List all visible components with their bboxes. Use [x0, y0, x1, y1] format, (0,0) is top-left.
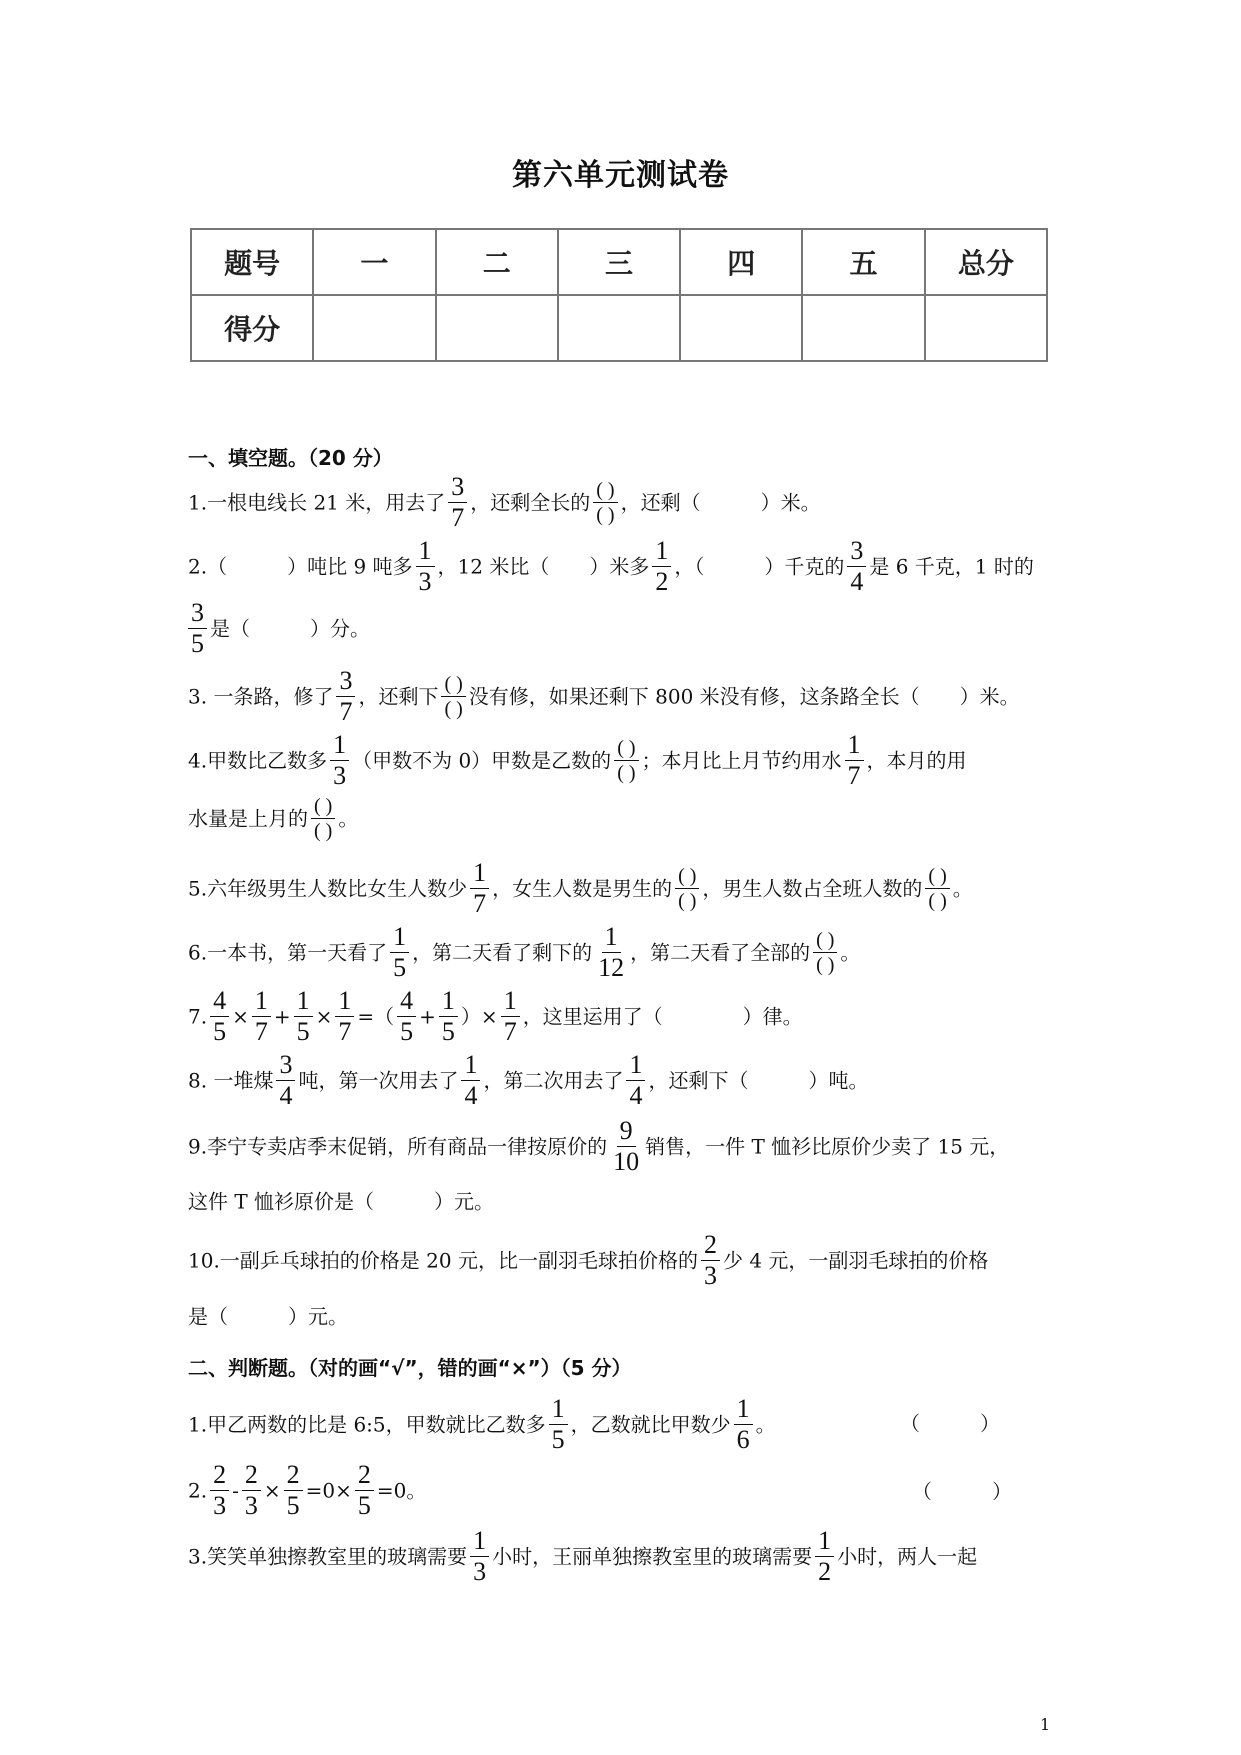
operator: ） [460, 1004, 481, 1029]
operator: - [232, 1478, 239, 1503]
question-text: ，女生人数是男生的 [492, 876, 673, 901]
fraction: $\frac{2}{5}$ [284, 1462, 303, 1519]
question-text: ，还剩下（ ）吨。 [648, 1068, 869, 1093]
section-heading: 二、判断题。（对的画“√”，错的画“×”）（5 分） [188, 1356, 632, 1380]
fraction: $\frac{2}{3}$ [242, 1462, 261, 1519]
section-heading: 一、填空题。（20 分） [188, 446, 393, 470]
fraction: $\frac{1}{5}$ [390, 924, 409, 981]
operator: （ [374, 1004, 395, 1029]
question-text: 是（ ）元。 [188, 1304, 348, 1329]
question-2-continued [188, 600, 370, 657]
question-text: 。 [406, 1478, 427, 1503]
question-text: 10.一副乒乓球拍的价格是 20 元，比一副羽毛球拍价格的 [188, 1248, 698, 1273]
question-text: 。 [840, 940, 861, 965]
score-cell[interactable] [558, 295, 680, 361]
question-4-continued [188, 796, 358, 841]
fraction: $\frac{3}{7}$ [336, 668, 355, 725]
fraction: $\frac{1}{5}$ [439, 988, 458, 1045]
question-text: 吨，第一次用去了 [298, 1068, 459, 1093]
question-text: 没有修，如果还剩下 800 米没有修，这条路全长（ ）米。 [468, 684, 1020, 709]
question-9-continued [188, 1190, 494, 1212]
question-text: 8. 一堆煤 [188, 1068, 274, 1093]
operator: × [315, 1004, 333, 1029]
question-text: ，第二天看了剩下的 [412, 940, 593, 965]
page-title: 第六单元测试卷 [512, 158, 729, 193]
operator: 0 [393, 1478, 407, 1503]
operator: = [305, 1478, 323, 1503]
blank-fraction[interactable]: ( ) ( ) [593, 480, 617, 525]
question-text: 2. [188, 1478, 208, 1503]
score-cell[interactable] [313, 295, 435, 361]
operator: + [419, 1004, 436, 1029]
blank-fraction[interactable]: ( ) ( ) [675, 866, 699, 911]
score-cell[interactable] [436, 295, 558, 361]
operator: × [480, 1004, 498, 1029]
blank-fraction[interactable]: ( ) ( ) [441, 674, 465, 719]
question-text: 6.一本书，第一天看了 [188, 940, 388, 965]
fraction: $\frac{1}{12}$ [598, 922, 625, 982]
blank-fraction[interactable]: ( ) ( ) [311, 796, 335, 841]
fraction: $\frac{3}{7}$ [448, 474, 467, 531]
question-text: ，第二次用去了 [483, 1068, 624, 1093]
fraction: $\frac{1}{3}$ [330, 732, 349, 789]
score-cell[interactable] [925, 295, 1047, 361]
question-text: 小时，王丽单独擦教室里的玻璃需要 [492, 1544, 813, 1569]
fraction: $\frac{1}{7}$ [252, 988, 271, 1045]
fraction: $\frac{2}{5}$ [355, 1462, 374, 1519]
judge-question-3 [188, 1528, 977, 1585]
question-text: ；本月比上月节约用水 [641, 748, 842, 773]
fraction: $\frac{4}{5}$ [397, 988, 416, 1045]
question-text: ，本月的用 [866, 748, 967, 773]
table-row [191, 229, 1047, 295]
score-table [190, 228, 1048, 362]
question-text: 3. 一条路，修了 [188, 684, 334, 709]
question-text: 这件 T 恤衫原价是（ ）元。 [188, 1189, 495, 1214]
question-text: （甲数不为 0）甲数是乙数的 [352, 748, 612, 773]
operator: + [273, 1004, 291, 1029]
table-header-cell: 四 [680, 229, 802, 295]
question-text: 。 [755, 1412, 776, 1437]
operator: × [263, 1478, 281, 1503]
question-1 [188, 474, 821, 531]
question-text: 。 [952, 876, 973, 901]
question-text: 9.李宁专卖店季末促销，所有商品一律按原价的 [188, 1134, 608, 1159]
judge-question-2 [188, 1462, 426, 1519]
question-text: 水量是上月的 [188, 806, 308, 831]
fraction: $\frac{4}{5}$ [210, 988, 229, 1045]
question-text: 是 6 千克，1 时的 [869, 554, 1034, 579]
question-6 [188, 924, 860, 981]
question-7 [188, 988, 803, 1045]
question-text: ，还剩（ ）米。 [620, 490, 821, 515]
fraction: $\frac{1}{2}$ [652, 538, 671, 595]
table-header-cell: 三 [558, 229, 680, 295]
question-9 [188, 1118, 1009, 1175]
question-text: 。 [338, 806, 359, 831]
fraction: $\frac{1}{5}$ [549, 1396, 568, 1453]
blank-fraction[interactable]: ( ) ( ) [614, 738, 638, 783]
question-text: 销售，一件 T 恤衫比原价少卖了 15 元， [645, 1134, 1010, 1159]
fraction: $\frac{2}{3}$ [210, 1462, 229, 1519]
question-text: 3.笑笑单独擦教室里的玻璃需要 [188, 1544, 468, 1569]
page-number: 1 [1040, 1715, 1051, 1734]
question-text: ，还剩下 [358, 684, 439, 709]
question-text: ，12 米比（ ）米多 [437, 554, 650, 579]
operator: × [232, 1004, 249, 1029]
operator: 0 [322, 1478, 336, 1503]
table-header-cell: 二 [436, 229, 558, 295]
question-text: 7. [188, 1004, 208, 1029]
question-text: 是（ ）分。 [210, 616, 370, 641]
fraction: $\frac{1}{7}$ [501, 988, 520, 1045]
judge-question-1 [188, 1396, 776, 1453]
score-cell[interactable] [802, 295, 924, 361]
fraction: $\frac{2}{3}$ [701, 1232, 720, 1289]
question-text: ，乙数就比甲数少 [570, 1412, 731, 1437]
table-header-cell: 题号 [191, 229, 313, 295]
fraction: $\frac{1}{5}$ [294, 988, 313, 1045]
question-text: ，（ ）千克的 [674, 554, 845, 579]
fraction: $\frac{1}{6}$ [734, 1396, 753, 1453]
question-5 [188, 860, 973, 917]
fraction: $\frac{1}{7}$ [335, 988, 354, 1045]
table-header-cell: 五 [802, 229, 924, 295]
question-2 [188, 538, 1034, 595]
fraction: $\frac{1}{3}$ [416, 538, 435, 595]
fraction: $\frac{1}{7}$ [845, 732, 864, 789]
question-text: 少 4 元，一副羽毛球拍的价格 [722, 1248, 989, 1273]
table-row [191, 295, 1047, 361]
blank-fraction[interactable]: ( ) ( ) [925, 866, 949, 911]
question-text: ，这里运用了（ ）律。 [522, 1004, 803, 1029]
question-10 [188, 1232, 988, 1289]
question-text: ，还剩全长的 [470, 490, 591, 515]
question-text: 小时，两人一起 [837, 1544, 978, 1569]
table-header-cell: 总分 [925, 229, 1047, 295]
operator: = [357, 1004, 375, 1029]
operator: × [335, 1478, 352, 1503]
question-text: ，第二天看了全部的 [630, 940, 811, 965]
blank-fraction[interactable]: ( ) ( ) [813, 930, 837, 975]
operator: = [376, 1478, 394, 1503]
question-text: 2.（ ）吨比 9 吨多 [188, 554, 413, 579]
question-4 [188, 732, 967, 789]
table-header-cell: 一 [313, 229, 435, 295]
question-8 [188, 1052, 868, 1109]
fraction: $\frac{1}{3}$ [470, 1528, 489, 1585]
question-text: 1.甲乙两数的比是 6:5，甲数就比乙数多 [188, 1412, 546, 1437]
fraction: $\frac{1}{4}$ [461, 1052, 480, 1109]
fraction: $\frac{1}{7}$ [470, 860, 489, 917]
question-3 [188, 668, 1020, 725]
fraction: $\frac{1}{4}$ [626, 1052, 645, 1109]
table-row-label: 得分 [191, 295, 313, 361]
question-text: 5.六年级男生人数比女生人数少 [188, 876, 468, 901]
question-10-continued [188, 1305, 348, 1327]
answer-paren[interactable]: （ ） [912, 1479, 1012, 1504]
fraction: $\frac{9}{10}$ [613, 1116, 640, 1176]
question-text: 4.甲数比乙数多 [188, 748, 328, 773]
question-text: 1.一根电线长 21 米，用去了 [188, 490, 446, 515]
fraction: $\frac{3}{4}$ [847, 538, 866, 595]
fraction: $\frac{1}{2}$ [815, 1528, 834, 1585]
fraction: $\frac{3}{5}$ [188, 600, 207, 657]
answer-paren[interactable]: （ ） [900, 1411, 1000, 1436]
question-text: ，男生人数占全班人数的 [702, 876, 923, 901]
fraction: $\frac{3}{4}$ [276, 1052, 295, 1109]
score-cell[interactable] [680, 295, 802, 361]
